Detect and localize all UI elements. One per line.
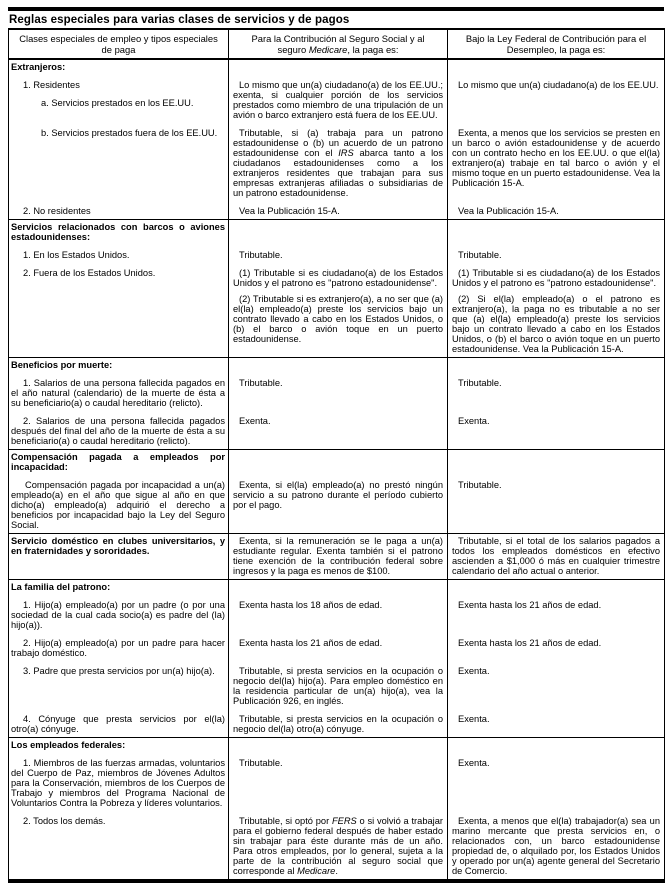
futa-text: Exenta.	[458, 666, 490, 676]
treatment-cell	[448, 709, 665, 738]
ss-medicare-text: Tributable, si optó por FERS o si volvió a trabajar para el gobierno federal después de haber estado sin trabajar para éste durante más de un año. Para otros empleados, por lo general, sujeta a la parte de la contribución al seguro social que corresponde al Medicare.	[233, 816, 444, 876]
section-heading: Beneficios por muerte:	[11, 360, 113, 370]
treatment-cell	[448, 220, 665, 246]
treatment-cell	[229, 633, 448, 661]
futa-text: Tributable, si el total de los salarios pagados a todos los empleados domésticos en efectivo ascienden a $1,000 ó más en cualquier trimestre calendario del año actual o anterior.	[452, 536, 660, 576]
futa-text: Tributable.	[458, 378, 502, 388]
treatment-cell	[448, 373, 665, 411]
ss-medicare-text: Tributable.	[239, 250, 283, 260]
ss-medicare-text: Exenta.	[239, 416, 271, 426]
employment-class-cell	[9, 475, 229, 534]
treatment-cell	[448, 411, 665, 450]
futa-text: Exenta.	[458, 758, 490, 768]
table-section	[9, 450, 665, 534]
treatment-cell	[229, 580, 448, 596]
table-row	[9, 201, 665, 220]
treatment-cell	[448, 580, 665, 596]
employment-class-cell	[9, 753, 229, 811]
treatment-cell	[448, 59, 665, 75]
futa-text: Exenta.	[458, 416, 490, 426]
table-section	[9, 358, 665, 450]
column-header-social-security-medicare: Para la Contribución al Seguro Social y al seguro Medicare, la paga es:	[229, 29, 448, 59]
table-row	[9, 75, 665, 123]
treatment-cell	[229, 358, 448, 374]
ss-medicare-text: Tributable, si (a) trabaja para un patrono estadounidense o (b) un acuerdo de un patrono estadounidense con el IRS abarca tanto a los ciudadanos estadounidenses como a los extranjeros residentes que trabajan para sus empresas extranjeras afiliadas o subsidiarias de un patrono estadounidense.	[233, 128, 443, 198]
section-heading-row	[9, 358, 665, 374]
column-header-futa: Bajo la Ley Federal de Contribución para el Desempleo, la paga es:	[448, 29, 665, 59]
treatment-cell	[229, 59, 448, 75]
section-heading: La familia del patrono:	[11, 582, 111, 592]
table-row	[9, 595, 665, 633]
futa-text: (2) Si el(la) empleado(a) o el patrono es extranjero(a), la paga no es tributable a no ser que (a) el(la) empleado(a) preste los servicios bajo un contrato llevado a cabo en los Estados Unidos, o (b) el barco o avión toque en un puerto estadounidense. Vea la Publicación 15-A.	[452, 294, 660, 354]
table-section	[9, 59, 665, 220]
employment-class-cell	[9, 661, 229, 709]
futa-text: Tributable.	[458, 480, 502, 490]
table-section	[9, 580, 665, 738]
table-row	[9, 475, 665, 534]
row-label: 1. Hijo(a) empleado(a) por un padre (o por una sociedad de la cual cada socio(a) es padre del (la) hijo(a)).	[11, 600, 225, 630]
row-label: 1. Salarios de una persona fallecida pagados en el año natural (calendario) de la muerte de ésta a su beneficiario(a) o caudal hereditario (relicto).	[11, 378, 225, 408]
treatment-cell	[229, 411, 448, 450]
treatment-cell	[448, 263, 665, 358]
employment-class-cell	[9, 220, 229, 246]
row-label: a. Servicios prestados en los EE.UU.	[41, 98, 194, 108]
treatment-cell	[448, 661, 665, 709]
row-label: 2. No residentes	[23, 206, 91, 216]
ss-medicare-text: Tributable, si presta servicios en la ocupación o negocio del(la) otro(a) cónyuge.	[233, 714, 443, 734]
treatment-cell	[229, 450, 448, 476]
treatment-cell	[448, 201, 665, 220]
ss-medicare-text: Tributable, si presta servicios en la ocupación o negocio del(la) hijo(a). Para empleo doméstico en la residencia particular de un(a) hijo(a), vea la Publicación 926, en inglés.	[233, 666, 443, 706]
table-row	[9, 245, 665, 263]
ss-medicare-text: Exenta, si el(la) empleado(a) no prestó ningún servicio a su patrono durante el período cubierto por el pago.	[233, 480, 443, 510]
ss-medicare-text: (1) Tributable si es ciudadano(a) de los Estados Unidos y el patrono es "patrono estadounidense".	[233, 268, 443, 288]
futa-text: Tributable.	[458, 250, 502, 260]
ss-medicare-text: Exenta, si la remuneración se le paga a un(a) estudiante regular. Exenta también si el patrono tiene exención de la contribución federal sobre ingresos y la paga es menos de $100.	[233, 536, 443, 576]
ss-medicare-text: Exenta hasta los 18 años de edad.	[239, 600, 383, 610]
treatment-cell	[229, 373, 448, 411]
table-row	[9, 661, 665, 709]
employment-class-cell	[9, 201, 229, 220]
treatment-cell	[448, 534, 665, 580]
treatment-cell	[229, 661, 448, 709]
table-section	[9, 220, 665, 358]
employment-class-cell	[9, 738, 229, 754]
treatment-cell	[448, 450, 665, 476]
treatment-cell	[448, 753, 665, 811]
treatment-cell	[229, 738, 448, 754]
table-row	[9, 709, 665, 738]
treatment-cell	[448, 633, 665, 661]
row-label: 2. Salarios de una persona fallecida pagados después del final del año de la muerte de ésta a su beneficiario(a) o caudal hereditario (relicto).	[11, 416, 225, 446]
table-row	[9, 753, 665, 811]
table-section	[9, 534, 665, 580]
table-row	[9, 811, 665, 881]
employment-class-cell	[9, 450, 229, 476]
table-row	[9, 411, 665, 450]
header-row	[9, 29, 665, 59]
employment-class-cell	[9, 123, 229, 201]
ss-medicare-text: Lo mismo que un(a) ciudadano(a) de los EE.UU.; exenta, si cualquier porción de los servicios prestados como miembro de una tripulación de un avión o barco extranjero está fuera de los EE.UU.	[233, 80, 443, 120]
treatment-cell	[448, 123, 665, 201]
row-label: 1. En los Estados Unidos.	[23, 250, 130, 260]
futa-text: Exenta, a menos que el(la) trabajador(a) sea un marino mercante que presta servicios en, o relacionados con, un barco estadounidense propiedad de, o alquilado por, los Estados Unidos y operado por un(a) agente general del Secretario de Comercio.	[452, 816, 660, 876]
special-rules-table	[8, 28, 665, 883]
table-row	[9, 373, 665, 411]
treatment-cell	[229, 534, 448, 580]
row-label: 1. Residentes	[23, 80, 80, 90]
row-label: 2. Hijo(a) empleado(a) por un padre para hacer trabajo doméstico.	[11, 638, 225, 658]
row-label: 4. Cónyuge que presta servicios por el(la) otro(a) cónyuge.	[11, 714, 225, 734]
row-label: b. Servicios prestados fuera de los EE.UU.	[41, 128, 218, 138]
ss-medicare-text: Tributable.	[239, 758, 283, 768]
table-row	[9, 263, 665, 358]
ss-medicare-text: Tributable.	[239, 378, 283, 388]
employment-class-cell	[9, 263, 229, 358]
employment-class-cell	[9, 709, 229, 738]
treatment-cell	[229, 245, 448, 263]
table-row	[9, 633, 665, 661]
treatment-cell	[229, 75, 448, 123]
row-label: 1. Miembros de las fuerzas armadas, voluntarios del Cuerpo de Paz, miembros de Jóvenes Adultos para la Conservación, miembros de los Cuerpos de Trabajo y miembros del Programa Nacional de Voluntarios Contra la Pobreza y líderes voluntarios.	[11, 758, 225, 808]
treatment-cell	[448, 595, 665, 633]
section-heading: Servicios relacionados con barcos o aviones estadounidenses:	[11, 222, 225, 242]
treatment-cell	[229, 263, 448, 358]
employment-class-cell	[9, 811, 229, 881]
futa-text: Exenta, a menos que los servicios se presten en un barco o avión estadounidense y de acuerdo con un contrato hecho en los EE.UU. o que el(la) extranjero(a) trabaje en tal barco o avión y el mismo toque en un puerto estadounidense. Vea la Publicación 15-A.	[452, 128, 660, 188]
futa-text: Vea la Publicación 15-A.	[458, 206, 559, 216]
treatment-cell	[448, 811, 665, 881]
employment-class-cell	[9, 245, 229, 263]
treatment-cell	[229, 201, 448, 220]
section-heading-row	[9, 220, 665, 246]
futa-text: (1) Tributable si es ciudadano(a) de los Estados Unidos y el patrono es "patrono estadounidense".	[452, 268, 660, 288]
column-header-employment-class: Clases especiales de empleo y tipos especiales de paga	[9, 29, 229, 59]
row-label: 3. Padre que presta servicios por un(a) hijo(a).	[23, 666, 215, 676]
employment-class-cell	[9, 633, 229, 661]
treatment-cell	[229, 709, 448, 738]
treatment-cell	[229, 753, 448, 811]
treatment-cell	[229, 595, 448, 633]
employment-class-cell	[9, 411, 229, 450]
treatment-cell	[229, 811, 448, 881]
row-label: 2. Fuera de los Estados Unidos.	[23, 268, 156, 278]
futa-text: Exenta.	[458, 714, 490, 724]
employment-class-cell	[9, 373, 229, 411]
futa-text: Lo mismo que un(a) ciudadano(a) de los EE.UU.	[458, 80, 659, 90]
futa-text: Exenta hasta los 21 años de edad.	[458, 600, 602, 610]
section-heading-row	[9, 580, 665, 596]
treatment-cell	[448, 75, 665, 123]
ss-medicare-text: Vea la Publicación 15-A.	[239, 206, 340, 216]
table-title: Reglas especiales para varias clases de servicios y de pagos	[9, 14, 350, 26]
treatment-cell	[229, 220, 448, 246]
section-heading: Servicio doméstico en clubes universitarios, y en fraternidades y sororidades.	[11, 536, 225, 556]
section-heading-row	[9, 450, 665, 476]
row-label: Compensación pagada por incapacidad a un(a) empleado(a) en el año que sigue al año en que dicho(a) empleado(a) adquirió el derecho a beneficios por incapacidad bajo la Ley del Seguro Social.	[11, 480, 225, 530]
employment-class-cell	[9, 75, 229, 123]
employment-class-cell	[9, 59, 229, 75]
ss-medicare-text: Exenta hasta los 21 años de edad.	[239, 638, 383, 648]
section-heading: Los empleados federales:	[11, 740, 126, 750]
table-header	[9, 29, 665, 59]
section-heading-row	[9, 534, 665, 580]
section-heading-row	[9, 59, 665, 75]
treatment-cell	[448, 245, 665, 263]
row-label: 2. Todos los demás.	[23, 816, 106, 826]
table-row	[9, 123, 665, 201]
treatment-cell	[229, 123, 448, 201]
employment-class-cell	[9, 534, 229, 580]
table-section	[9, 738, 665, 882]
section-heading: Compensación pagada a empleados por incapacidad:	[11, 452, 225, 472]
treatment-cell	[229, 475, 448, 534]
ss-medicare-text: (2) Tributable si es extranjero(a), a no ser que (a) el(la) empleado(a) preste los servicios bajo un contrato llevado a cabo en los Estados Unidos, o (b) el barco o avión toque en un puerto estadounidense.	[233, 294, 443, 344]
treatment-cell	[448, 475, 665, 534]
section-heading-row	[9, 738, 665, 754]
treatment-cell	[448, 358, 665, 374]
employment-class-cell	[9, 580, 229, 596]
employment-class-cell	[9, 358, 229, 374]
section-heading: Extranjeros:	[11, 62, 66, 72]
treatment-cell	[448, 738, 665, 754]
employment-class-cell	[9, 595, 229, 633]
futa-text: Exenta hasta los 21 años de edad.	[458, 638, 602, 648]
